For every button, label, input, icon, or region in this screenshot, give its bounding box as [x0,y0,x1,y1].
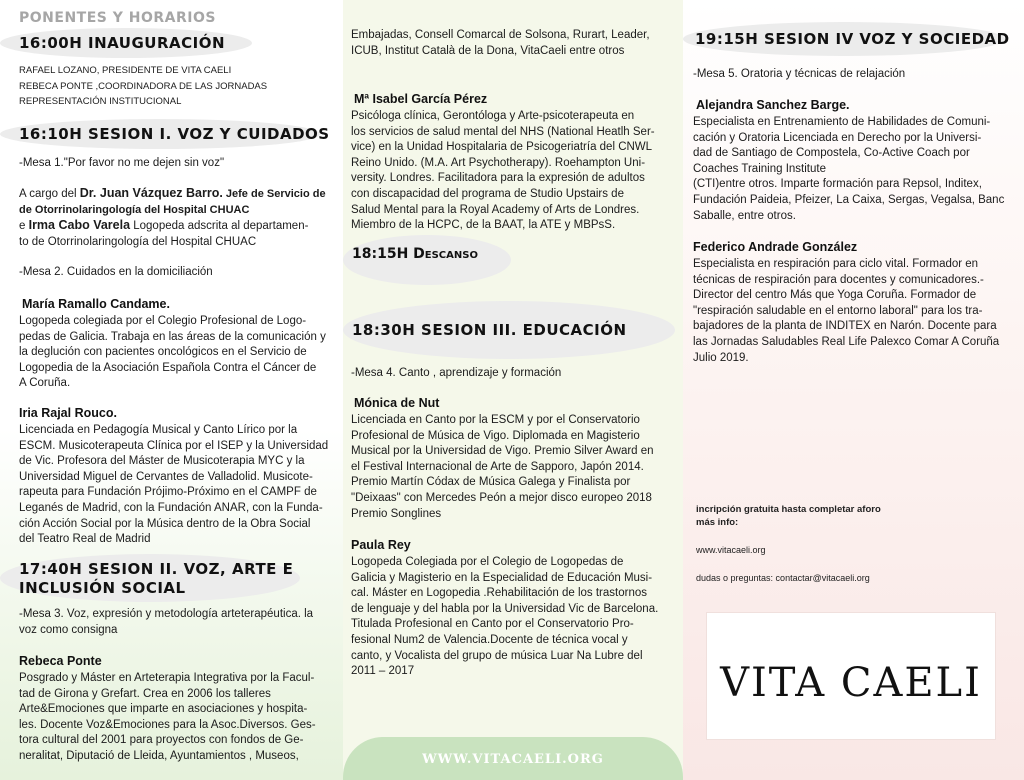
sesion3-title: 18:30H SESION III. EDUCACIÓN [352,321,627,339]
mesa1-speakers [19,186,326,250]
bio-line: Miembro de la HCPC, de la BAAT, la ATE y MBPsS. [351,219,616,232]
bio-line: "Deixaas" con Mercedes Peón a mejor disco europeo 2018 [351,491,652,504]
bio-line: tad de Girona y Grefart. Crea en 2006 los talleres [19,687,271,700]
bio-line: dad de Santiago de Compostela, Co-Active Coach por [693,147,970,160]
mesa2-label: -Mesa 2. Cuidados en la domiciliación [19,266,213,278]
mesa3-line: -Mesa 3. Voz, expresión y metodología arteterapéutica. la [19,608,314,620]
bio-line: cación y Oratoria Licenciada en Derecho por la Universi- [693,131,982,144]
bio-line: Especialista en respiración para ciclo vital. Formador en [693,258,979,270]
speaker-name-federico: Federico Andrade González [693,240,858,254]
web-link[interactable]: www.vitacaeli.org [696,545,766,555]
bio-line: vice) en la Unidad Hospitalaria de Psicogeriatría del CNWL [351,141,653,154]
bio-rebeca-cont [351,28,650,59]
bio-line: el Festival Internacional de Arte de Sapporo, Japón 2014. [351,460,644,473]
bio-maria [19,314,326,392]
bio-line: Director del centro Más que Yoga Coruña. Formador de [693,289,977,302]
bio-line: Especialista en Entrenamiento de Habilidades de Comuni- [693,116,991,128]
bio-line: versity. Londres. Facilitadora para la expresión de adultos [351,172,645,185]
bio-line: Logopeda Colegiada por el Colegio de Logopedas de [351,556,624,568]
bio-line: Logopedia de la Asociación Española Contra el Cáncer de [19,361,317,374]
bio-line: con discapacidad del programa de Studio Upstairs de [351,187,624,200]
info-line: incripción gratuita hasta completar aforo [696,504,881,515]
bio-line: Saballe, entre otros. [693,209,796,222]
speaker-name-isabel: Mª Isabel García Pérez [354,92,488,106]
speaker-role-juan: Jefe de Servicio de [222,188,326,200]
bio-line: Premio Songlines [351,507,442,520]
bio-line: Universidad Miguel de Cervantes de Valladolid. Musicote- [19,470,313,483]
bio-rebeca [19,671,316,765]
inauguracion-line: RAFAEL LOZANO, PRESIDENTE DE VITA CAELI [19,65,232,76]
bio-line: Embajadas, Consell Comarcal de Solsona, Rurart, Leader, [351,29,650,41]
bio-line: A Coruña. [19,377,71,390]
sesion2-title-line: 17:40H SESION II. VOZ, ARTE E [19,560,294,578]
bio-line: Logopeda colegiada por el Colegio Profesional de Logo- [19,315,307,327]
bio-line: Profesional de Música de Vigo. Diplomada en Magisterio [351,429,640,442]
speaker-name-juan: Dr. Juan Vázquez Barro. [79,186,223,200]
bio-line: neralitat, Diputació de Lleida, Ayuntamientos , Museos, [19,749,299,762]
sesion2-title [19,560,293,598]
bio-line: la deglución con pacientes oncológicos en el Servicio de [19,346,307,359]
bio-line: Posgrado y Máster en Arteterapia Integrativa por la Facul- [19,672,315,684]
bio-monica [351,413,654,522]
bio-line: Titulada Profesional en Canto por el Conservatorio Pro- [351,618,634,631]
bio-line: Licenciada en Pedagogía Musical y Canto Lírico por la [19,424,298,436]
bio-federico [693,257,999,366]
mesa4-text [351,366,561,382]
bio-line: del Teatro Real de Madrid [19,533,151,546]
mesa1-text [19,156,224,172]
speaker-name-alejandra: Alejandra Sanchez Barge. [696,98,850,112]
bio-paula [351,555,658,680]
bio-line: de Vic. Profesora del Máster de Musicoterapia MYC y la [19,455,305,468]
mesa5-label: -Mesa 5. Oratoria y técnicas de relajación [693,68,906,80]
bio-line: Arte&Emociones que imparte en asociaciones y hospita- [19,703,308,716]
mesa4-label: -Mesa 4. Canto , aprendizaje y formación [351,367,562,379]
bio-line: canto, y Vocalista del grupo de música Luar Na Lubre del [351,649,643,662]
bio-line: Galicia y Magisterio en la Especialidad de Educación Musi- [351,571,653,584]
bio-line: cal. Máster en Logopedia .Rehabilitación de los trastornos [351,587,647,600]
website-link[interactable]: WWW.VITACAELI.ORG [422,752,604,767]
mesa2-text [19,265,213,281]
bio-line: ESCM. Musicoterapeuta Clínica por el ISEP y la Universidad [19,439,329,452]
bio-isabel [351,109,655,234]
inauguracion-line: REPRESENTACIÓN INSTITUCIONAL [19,96,182,107]
bio-line: ICUB, Institut Català de la Dona, VitaCaeli entre otros [351,44,625,57]
sesion1-title: 16:10H SESION I. VOZ Y CUIDADOS [19,125,330,143]
speaker-name-paula: Paula Rey [351,538,411,552]
speaker-name-rebeca: Rebeca Ponte [19,654,102,668]
bio-line: rapeuta para Fundación Prójimo-Próximo en el CAMPF de [19,486,317,499]
info-block [696,503,881,529]
bio-line: (CTI)entre otros. Imparte formación para Repsol, Inditex, [693,178,982,191]
bio-line: ción Acción Social por la Música dentro de la Obra Social [19,517,311,530]
speaker-name-iria: Iria Rajal Rouco. [19,406,117,420]
speaker-name-irma: Irma Cabo Varela [28,218,131,233]
bio-line: Salud Mental para la Royal Academy of Arts de Londres. [351,203,640,216]
bio-line: Licenciada en Canto por la ESCM y por el Conservatorio [351,414,640,426]
bio-line: los servicios de salud mental del NHS (National Heatlh Ser- [351,125,655,138]
mesa5-text [693,67,905,83]
contact-email[interactable]: dudas o preguntas: contactar@vitacaeli.org [696,573,870,583]
bio-line: tora cultural del 2001 para proyectos con fondos de Ge- [19,734,304,747]
speaker-role-juan-2: de Otorrinolaringología del Hospital CHUAC [19,203,250,216]
descanso-title: 18:15H Descanso [352,246,478,262]
inauguracion-list [19,63,267,110]
inauguracion-title: 16:00H INAUGURACIÓN [19,34,226,52]
bio-line: 2011 – 2017 [351,665,415,678]
inauguracion-line: REBECA PONTE ,COORDINADORA DE LAS JORNADAS [19,80,268,92]
bio-line: Fundación Paideia, Pfeizer, La Caixa, Sergas, Vegalsa, Banc [693,193,1005,206]
cargo-prefix: A cargo del [19,188,80,200]
bio-line: pedas de Galicia. Trabaja en las áreas de la comunicación y [19,330,326,343]
bio-line: Psicóloga clínica, Gerontóloga y Arte-psicoterapeuta en [351,110,635,122]
irma-prefix: e [19,220,29,233]
sesion4-title: 19:15H SESION IV VOZ Y SOCIEDAD [695,30,1010,48]
mesa3-text [19,607,313,638]
vita-caeli-logo: VITA CAELI [720,660,982,706]
speaker-role-irma: Logopeda adscrita al departamen- [130,220,309,233]
bio-line: les. Docente Voz&Emociones para la Asoc.Diversos. Ges- [19,718,316,731]
bio-line: fesional Num2 de Valencia.Docente de técnica vocal y [351,633,628,646]
bio-line: Reino Unido. (M.A. Art Psychotherapy). Roehampton Uni- [351,156,646,169]
bio-line: Leganés de Madrid, con la Fundación ANAR, con la Funda- [19,501,323,514]
speaker-role-irma-2: to de Otorrinolaringología del Hospital CHUAC [19,235,257,248]
sesion2-title-line: INCLUSIÓN SOCIAL [19,579,186,597]
bio-line: de lenguaje y del habla por la Universidad Vic de Barcelona. [351,602,659,615]
bio-line: técnicas de respiración para docentes y comunicadores.- [693,273,984,286]
mesa3-line: voz como consigna [19,623,118,636]
bio-line: Coaches Training Institute [693,162,826,175]
bio-line: bajadores de la planta de INDITEX en Narón. Docente para [693,320,997,333]
bio-line: Premio Martín Códax de Música Galega y Finalista por [351,476,631,489]
header-ponentes: PONENTES Y HORARIOS [19,10,216,26]
bio-iria [19,423,328,548]
bio-line: "respiración saludable en el entorno laboral" para los tra- [693,304,983,317]
speaker-name-maria: María Ramallo Candame. [22,297,170,311]
bio-alejandra [693,115,1004,224]
mesa1-label: -Mesa 1."Por favor no me dejen sin voz" [19,157,225,169]
speaker-name-monica: Mónica de Nut [354,396,440,410]
info-line: más info: [696,517,739,528]
bio-line: Musical por la Universidad de Vigo. Premio Silver Award en [351,445,654,458]
bio-line: las Jornadas Saludables Real Life Palexco Comar A Coruña [693,335,1000,348]
bio-line: Julio 2019. [693,351,749,364]
